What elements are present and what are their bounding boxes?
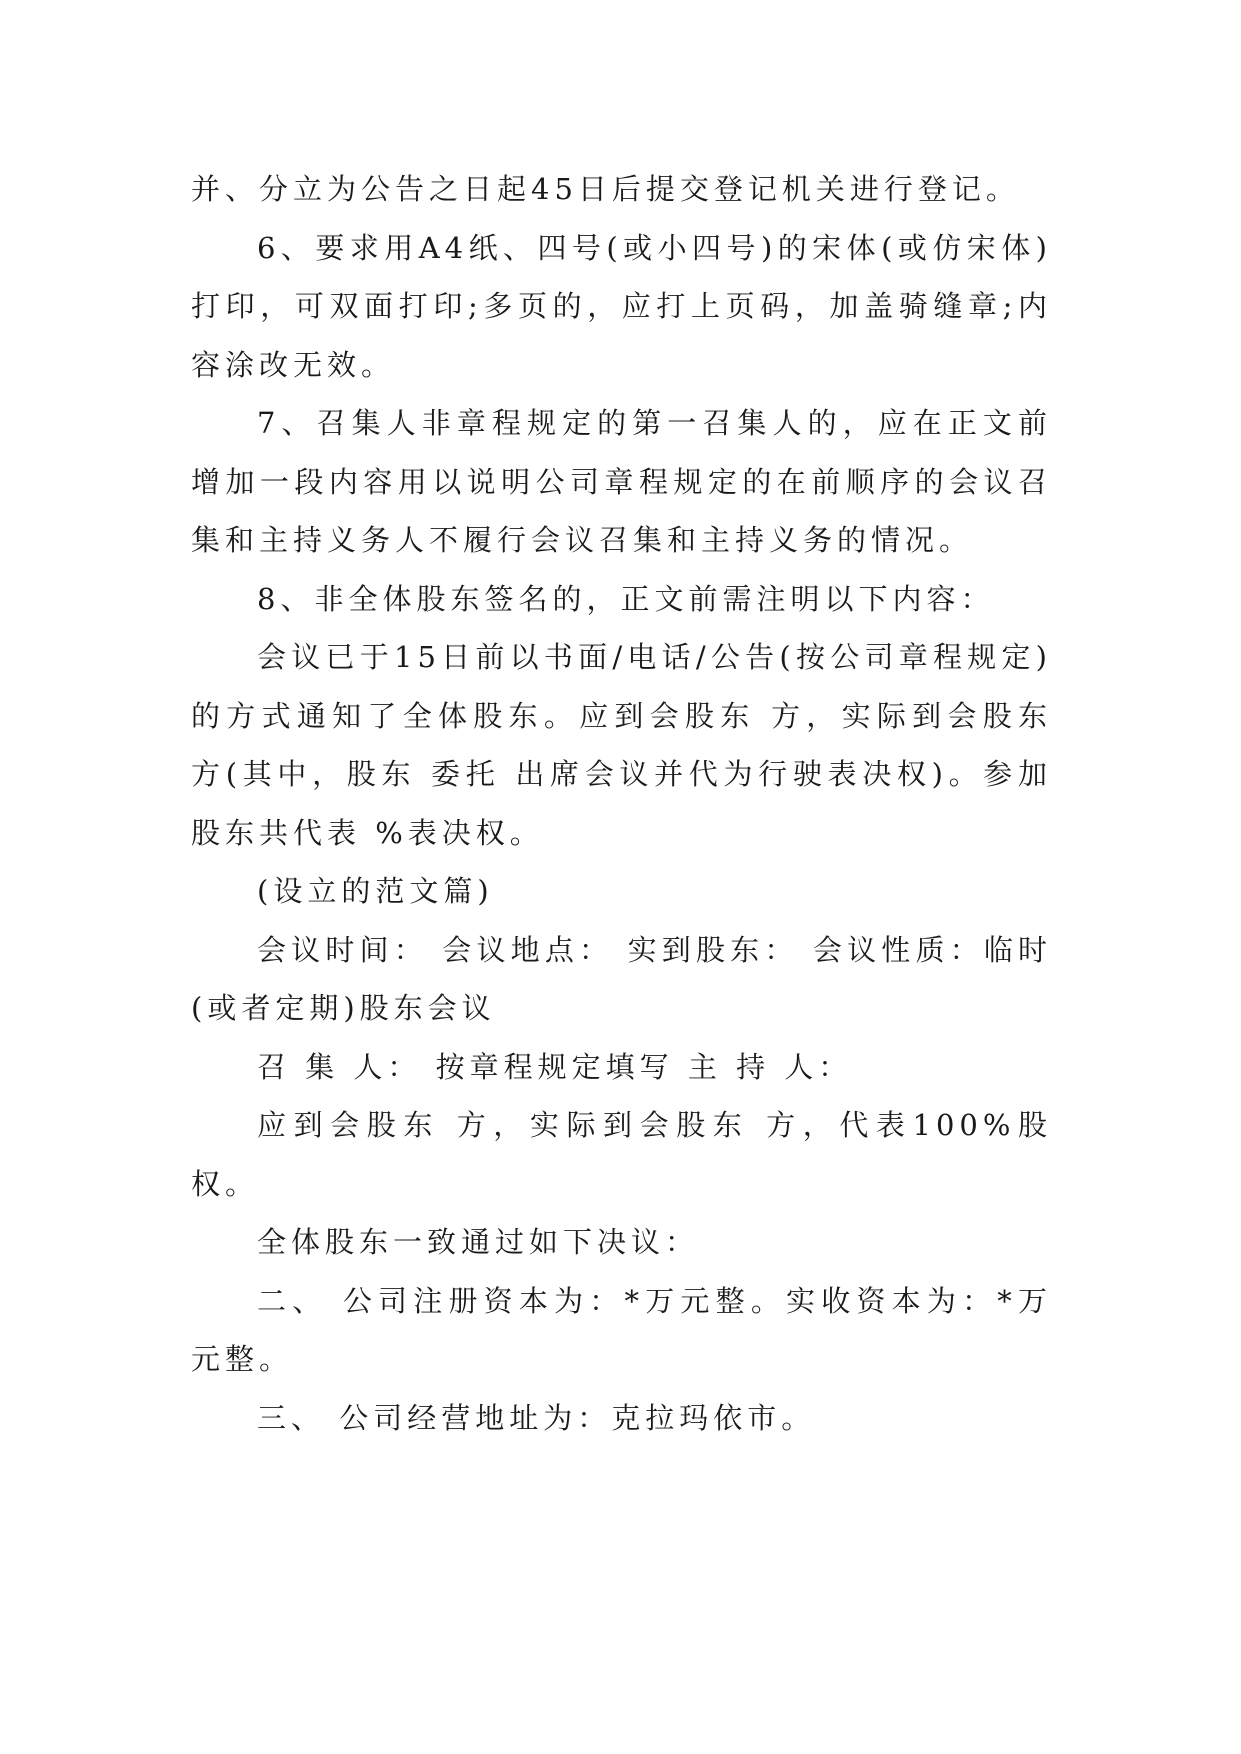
paragraph-continuation: 并、分立为公告之日起45日后提交登记机关进行登记。 — [191, 172, 1020, 206]
paragraph-meeting-info: 会议时间： 会议地点： 实到股东： 会议性质：临时(或者定期)股东会议 — [191, 932, 1052, 1025]
paragraph-resolution-2: 二、 公司注册资本为：*万元整。实收资本为：*万元整。 — [191, 1283, 1052, 1376]
paragraph-item-8: 8、非全体股东签名的，正文前需注明以下内容： — [257, 581, 995, 616]
paragraph-resolution-intro: 全体股东一致通过如下决议： — [257, 1225, 700, 1259]
paragraph-attendance: 应到会股东 方，实际到会股东 方，代表100%股权。 — [191, 1108, 1052, 1201]
paragraph-convener: 召 集 人： 按章程规定填写 主 持 人： — [257, 1049, 853, 1084]
document-body — [191, 160, 1052, 1447]
paragraph-item-6: 6、要求用A4纸、四号(或小四号)的宋体(或仿宋体)打印，可双面打印;多页的，应打上页码，加盖骑缝章;内容涂改无效。 — [191, 230, 1052, 382]
paragraph-section-heading: (设立的范文篇) — [257, 874, 494, 908]
paragraph-meeting-notice: 会议已于15日前以书面/电话/公告(按公司章程规定)的方式通知了全体股东。应到会股东 方，实际到会股东 方(其中，股东 委托 出席会议并代为行驶表决权)。参加股东共代表 %表决权。 — [191, 640, 1052, 850]
paragraph-resolution-3: 三、 公司经营地址为：克拉玛依市。 — [257, 1400, 816, 1435]
paragraph-item-7: 7、召集人非章程规定的第一召集人的，应在正文前增加一段内容用以说明公司章程规定的在前顺序的会议召集和主持义务人不履行会议召集和主持义务的情况。 — [191, 406, 1052, 557]
